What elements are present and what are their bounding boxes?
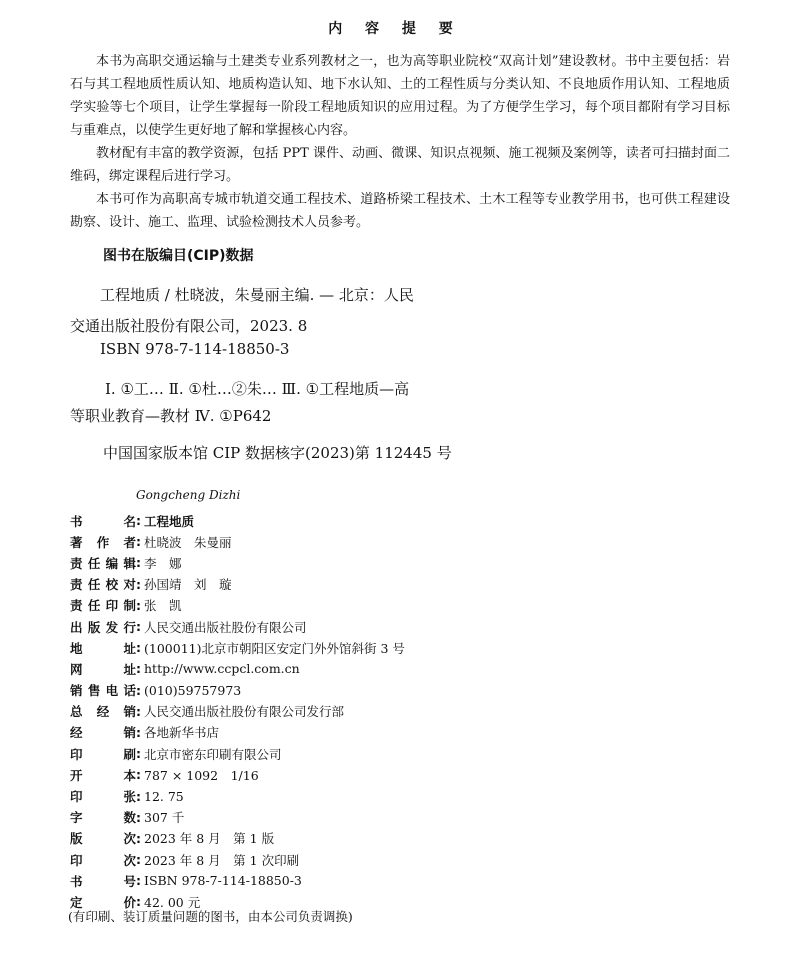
colophon-table [70,510,730,913]
colophon-row: 书名 : 工程地质 [70,510,730,531]
colophon-value: 2023 年 8 月 第 1 版 [144,831,275,847]
colophon-label: 销售电话 [70,683,136,699]
colophon-row: 销售电话 : (010)59757973 [70,680,730,701]
colophon-label: 地址 [70,640,136,656]
colophon-row: 网址 : http://www.ccpcl.com.cn [70,658,730,679]
colophon-row: 地址 : (100011)北京市朝阳区安定门外外馆斜街 3 号 [70,637,730,658]
colophon-row: 印刷 : 北京市密东印刷有限公司 [70,743,730,764]
colophon-label: 责任印制 [70,598,136,614]
colophon-row: 责任印制 : 张 凯 [70,595,730,616]
colophon-value: (100011)北京市朝阳区安定门外外馆斜街 3 号 [144,640,405,656]
footnote: (有印刷、装订质量问题的图书，由本公司负责调换) [68,909,353,924]
colophon-value: 人民交通出版社股份有限公司发行部 [144,704,345,720]
colophon-row: 印次 : 2023 年 8 月 第 1 次印刷 [70,849,730,870]
colophon-row: 责任校对 : 孙国靖 刘 璇 [70,574,730,595]
cip-line: 工程地质 / 杜晓波，朱曼丽主编. — 北京：人民 [100,286,414,304]
colophon-row: 印张 : 12. 75 [70,785,730,806]
colophon-label: 经销 [70,725,136,741]
colophon-value: 孙国靖 刘 璇 [144,577,232,593]
cip-line: ISBN 978-7-114-18850-3 [100,340,290,358]
colophon-label: 书号 [70,873,136,889]
colophon-row: 版次 : 2023 年 8 月 第 1 版 [70,828,730,849]
summary-paragraph: 本书为高职交通运输与土建类专业系列教材之一，也为高等职业院校“双高计划”建设教材。书中主要包括：岩石与其工程地质性质认知、地质构造认知、地下水认知、土的工程性质与分类认知、不良地质作用认知、工程地质学实验等七个项目，让学生掌握每一阶段工程地质知识的应用过程。为了方便学生学习，每个项目都附有学习目标与重难点，以使学生更好地了解和掌握核心内容。 [70,54,730,138]
colophon-value: 北京市密东印刷有限公司 [144,746,282,762]
pinyin-title: Gongcheng Dizhi [136,488,241,502]
colophon-value: 各地新华书店 [144,725,220,741]
colophon-row: 开本 : 787 × 1092 1/16 [70,764,730,785]
cip-line: 中国国家版本馆 CIP 数据核字(2023)第 112445 号 [103,444,452,462]
colophon-row: 定价 : 42. 00 元 [70,891,730,912]
colophon-label: 责任校对 [70,577,136,593]
colophon-value: 工程地质 [144,513,195,529]
colophon-value: 李 娜 [144,555,182,571]
cip-heading: 图书在版编目(CIP)数据 [103,248,254,264]
colophon-row: 责任编辑 : 李 娜 [70,552,730,573]
colophon-row: 出版发行 : 人民交通出版社股份有限公司 [70,616,730,637]
colophon-value: 人民交通出版社股份有限公司 [144,619,307,635]
colophon-label: 著作者 [70,534,136,550]
colophon-value: (010)59757973 [144,682,242,698]
colophon-label: 总经销 [70,704,136,720]
colophon-value: ISBN 978-7-114-18850-3 [144,873,302,889]
colophon-label: 印刷 [70,746,136,762]
colophon-row: 字数 : 307 千 [70,807,730,828]
colophon-row: 著作者 : 杜晓波 朱曼丽 [70,531,730,552]
cip-line: 等职业教育—教材 Ⅳ. ①P642 [70,407,272,425]
colophon-value: 2023 年 8 月 第 1 次印刷 [144,852,300,868]
cip-line: Ⅰ. ①工… Ⅱ. ①杜…②朱… Ⅲ. ①工程地质—高 [105,380,410,398]
summary-title: 内 容 提 要 [328,21,462,37]
colophon-value: 307 千 [144,810,185,826]
colophon-label: 版次 [70,831,136,847]
colophon-row: 经销 : 各地新华书店 [70,722,730,743]
colophon-value: 787 × 1092 1/16 [144,767,259,783]
colophon-row: 总经销 : 人民交通出版社股份有限公司发行部 [70,701,730,722]
colophon-value: 张 凯 [144,598,182,614]
colophon-label: 责任编辑 [70,555,136,571]
colophon-label: 出版发行 [70,619,136,635]
colophon-value: 42. 00 元 [144,894,201,910]
colophon-label: 印张 [70,789,136,805]
cip-line: 交通出版社股份有限公司，2023. 8 [70,317,308,335]
colophon-value: 12. 75 [144,788,184,804]
summary-paragraph: 本书可作为高职高专城市轨道交通工程技术、道路桥梁工程技术、土木工程等专业教学用书，也可供工程建设勘察、设计、施工、监理、试验检测技术人员参考。 [70,192,730,230]
colophon-label: 印次 [70,852,136,868]
colophon-label: 网址 [70,661,136,677]
colophon-label: 开本 [70,767,136,783]
colophon-row: 书号 : ISBN 978-7-114-18850-3 [70,870,730,891]
colophon-value: 杜晓波 朱曼丽 [144,534,232,550]
colophon-label: 定价 [70,894,136,910]
colophon-label: 字数 [70,810,136,826]
summary-body [70,50,730,234]
colophon-label: 书名 [70,513,136,529]
website-link[interactable]: http://www.ccpcl.com.cn [144,661,300,677]
summary-paragraph: 教材配有丰富的教学资源，包括 PPT 课件、动画、微课、知识点视频、施工视频及案例等，读者可扫描封面二维码，绑定课程后进行学习。 [70,146,730,184]
